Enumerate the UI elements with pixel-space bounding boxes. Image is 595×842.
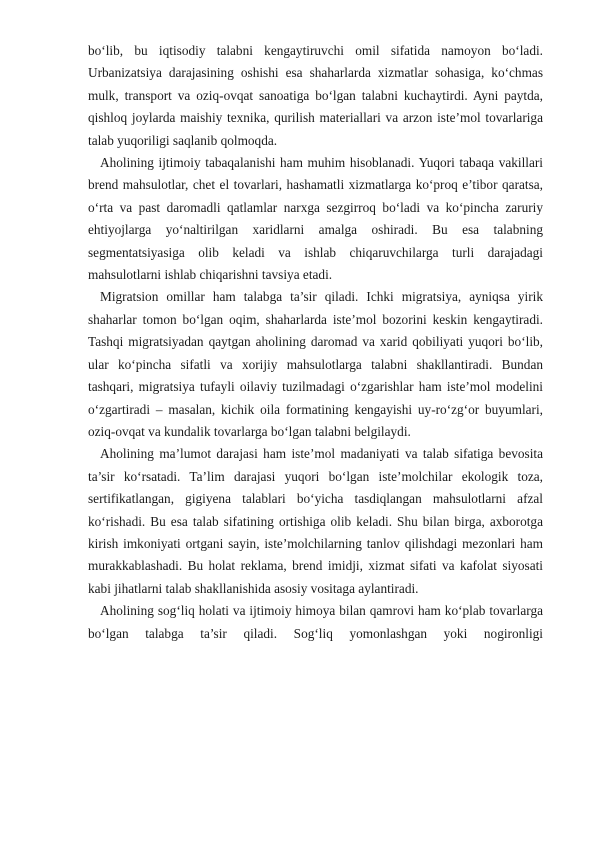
paragraph-migration: Migratsion omillar ham talabga ta’sir qiladi. Ichki migratsiya, ayniqsa yirik shaharlar tomon bo‘lgan oqim, shaharlarda iste’mol bozorini keskin kengaytiradi. Tashqi migratsiyadan qaytgan aholining daromad va xarid qobiliyati yuqori bo‘lib, ular ko‘pincha sifatli va xorijiy mahsulotlarga talabni shakllantiradi. Bundan tashqari, migratsiya tufayli oilaviy tuzilmadagi o‘zgarishlar ham iste’mol modelini o‘zgartiradi – masalan, kichik oila formatining kengayishi uy-ro‘zg‘or buyumlari, oziq-ovqat va kundalik tovarlarga bo‘lgan talabni belgilaydi. [88,289,543,439]
paragraph-education: Aholining ma’lumot darajasi ham iste’mol madaniyati va talab sifatiga bevosita ta’sir ko‘rsatadi. Ta’lim darajasi yuqori bo‘lgan iste’molchilar ekologik toza, sertifikatlangan, gigiyena talablari bo‘yicha tasdiqlangan mahsulotlarni afzal ko‘rishadi. Bu esa talab sifatining ortishiga olib keladi. Shu bilan birga, axborotga kirish imkoniyati ortgani sayin, iste’molchilarning tanlov qilishdagi mezonlari ham murakkablashadi. Bu holat reklama, brend imidji, xizmat sifati va kafolat siyosati kabi jihatlarni talab shakllanishida asosiy vositaga aylantiradi. [88,446,543,596]
document-page [88,40,543,645]
paragraph-urbanization: bo‘lib, bu iqtisodiy talabni kengaytiruvchi omil sifatida namoyon bo‘ladi. Urbanizatsiya darajasining oshishi esa shaharlarda xizmatlar sohasiga, ko‘chmas mulk, transport va oziq-ovqat sanoatiga bo‘lgan talabni kuchaytirdi. Ayni paytda, qishloq joylarda maishiy texnika, qurilish materiallari va arzon iste’mol tovarlariga talab yuqoriligi saqlanib qolmoqda. [88,43,543,148]
paragraph-health: Aholining sog‘liq holati va ijtimoiy himoya bilan qamrovi ham ko‘plab tovarlarga bo‘lgan talabga ta’sir qiladi. Sog‘liq yomonlashgan yoki nogironligi [88,603,543,641]
paragraph-social-stratification: Aholining ijtimoiy tabaqalanishi ham muhim hisoblanadi. Yuqori tabaqa vakillari brend mahsulotlar, chet el tovarlari, hashamatli xizmatlarga ko‘proq e’tibor qaratsa, o‘rta va past daromadli qatlamlar narxga sezgirroq bo‘ladi va ko‘pincha zaruriy ehtiyojlarga yo‘naltirilgan xaridlarni amalga oshiradi. Bu esa talabning segmentatsiyasiga olib keladi va ishlab chiqaruvchilarga turli darajadagi mahsulotlarni ishlab chiqarishni tavsiya etadi. [88,155,543,283]
